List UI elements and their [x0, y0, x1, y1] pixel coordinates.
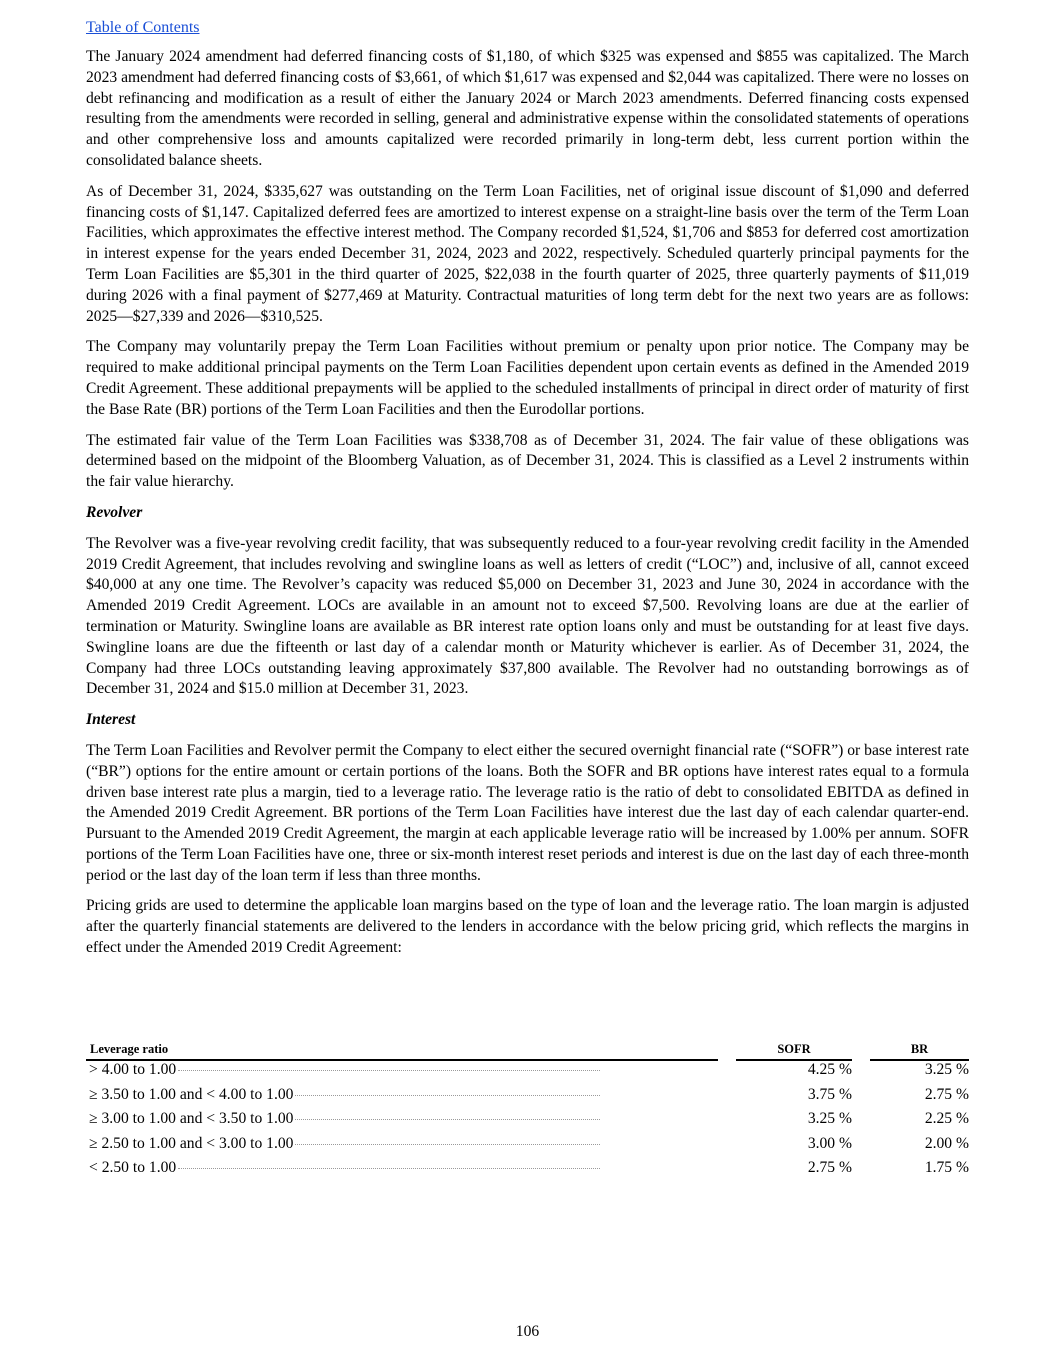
- leverage-value: > 4.00 to 1.00: [89, 1061, 177, 1078]
- header-br: BR: [870, 1041, 969, 1060]
- br-value: 1.75 %: [924, 1159, 969, 1177]
- dot-leader: [178, 1070, 600, 1071]
- dot-leader: [295, 1119, 600, 1120]
- br-value: 2.75 %: [924, 1085, 969, 1103]
- dot-leader: [295, 1144, 600, 1145]
- table-row: [86, 1110, 969, 1135]
- page-number: 106: [515, 1323, 540, 1340]
- leverage-value: ≥ 3.00 to 1.00 and < 3.50 to 1.00: [89, 1110, 294, 1128]
- heading-interest: Interest: [86, 711, 136, 729]
- sofr-value: 3.00 %: [807, 1134, 852, 1152]
- table-row: [86, 1060, 969, 1086]
- header-sofr: SOFR: [736, 1041, 852, 1060]
- leverage-value: ≥ 3.50 to 1.00 and < 4.00 to 1.00: [89, 1085, 294, 1103]
- paragraph-term-loan-outstanding: As of December 31, 2024, $335,627 was outstanding on the Term Loan Facilities, net of original issue discount of $1,090 and deferred financing costs of $1,147. Capitalized deferred fees are amortized to interest expense on a straight-line basis over the term of the Term Loan Facilities, which approximates the effective interest method. The Company recorded $1,524, $1,706 and $853 for deferred cost amortization in interest expense for the years ended December 31, 2024, 2023 and 2022, respectively. Scheduled quarterly principal payments for the Term Loan Facilities are $5,301 in the third quarter of 2025, $22,038 in the fourth quarter of 2025, three quarterly payments of $11,019 during 2026 with a final payment of $277,469 at Maturity. Contractual maturities of long term debt for the next two years are as follows: 2025—$27,339 and 2026—$310,525.: [86, 182, 969, 325]
- paragraph-pricing-grid-intro: Pricing grids are used to determine the applicable loan margins based on the type of loan and the leverage ratio. The loan margin is adjusted after the quarterly financial statements are delivered to the lenders in accordance with the below pricing grid, which reflects the margins in effect under the Amended 2019 Credit Agreement:: [86, 897, 969, 957]
- leverage-value: ≥ 2.50 to 1.00 and < 3.00 to 1.00: [89, 1134, 294, 1152]
- table-of-contents-link[interactable]: Table of Contents: [86, 19, 200, 36]
- br-value: 2.25 %: [924, 1110, 969, 1128]
- paragraph-revolver: The Revolver was a five-year revolving credit facility, that was subsequently reduced to a four-year revolving credit facility in the Amended 2019 Credit Agreement, that includes revolving and swingline loans as well as letters of credit (“LOC”) and, inclusive of all, cannot exceed $40,000 at any one time. The Revolver’s capacity was reduced $5,000 on December 31, 2023 and June 30, 2024 in accordance with the Amended 2019 Credit Agreement. LOCs are available in an amount not to exceed $7,500. Revolving loans are due at the earlier of termination or Maturity. Swingline loans are available as BR interest rate option loans only and must be outstanding for at least five days. Swingline loans are due the fifteenth or last day of a calendar month or Maturity whichever is earlier. As of December 31, 2024, the Company had three LOCs outstanding leaving approximately $37,800 available. The Revolver had no outstanding borrowings as of December 31, 2024 and $15.0 million at December 31, 2023.: [86, 534, 969, 698]
- header-leverage-ratio: Leverage ratio: [86, 1041, 718, 1060]
- br-value: 3.25 %: [924, 1061, 969, 1078]
- document-body: [86, 47, 969, 969]
- leverage-value: < 2.50 to 1.00: [89, 1159, 177, 1177]
- sofr-value: 3.75 %: [807, 1085, 852, 1103]
- br-value: 2.00 %: [924, 1134, 969, 1152]
- dot-leader: [295, 1095, 600, 1096]
- sofr-value: 4.25 %: [807, 1061, 852, 1078]
- heading-revolver: Revolver: [86, 503, 143, 521]
- table-row: [86, 1086, 969, 1111]
- dot-leader: [178, 1168, 600, 1169]
- pricing-grid-table: [86, 1041, 969, 1184]
- paragraph-prepayment: The Company may voluntarily prepay the Term Loan Facilities without premium or penalty upon prior notice. The Company may be required to make additional principal payments on the Term Loan Facilities dependent upon certain events as defined in the Amended 2019 Credit Agreement. These additional prepayments will be applied to the scheduled installments of principal in direct order of maturity of first the Base Rate (BR) portions of the Term Loan Facilities and then the Eurodollar portions.: [86, 338, 969, 418]
- paragraph-interest: The Term Loan Facilities and Revolver permit the Company to elect either the secured overnight financial rate (“SOFR”) or base interest rate (“BR”) options for the entire amount or certain portions of the loans. Both the SOFR and BR options have interest rates equal to a formula driven base interest rate plus a margin, tied to a leverage ratio. The leverage ratio is the ratio of debt to consolidated EBITDA as defined in the Amended 2019 Credit Agreement. BR portions of the Term Loan Facilities have interest due the last day of each calendar quarter-end. Pursuant to the Amended 2019 Credit Agreement, the margin at each applicable leverage ratio will be increased by 1.00% per annum. SOFR portions of the Term Loan Facilities have one, three or six-month interest reset periods and interest is due on the last day of each three-month period or the last day of the loan term if less than three months.: [86, 741, 969, 884]
- sofr-value: 3.25 %: [807, 1110, 852, 1128]
- paragraph-fair-value: The estimated fair value of the Term Loan Facilities was $338,708 as of December 31, 2024. The fair value of these obligations was determined based on the midpoint of the Bloomberg Valuation, as of December 31, 2024. This is classified as a Level 2 instruments within the fair value hierarchy.: [86, 431, 969, 491]
- paragraph-deferred-financing: The January 2024 amendment had deferred financing costs of $1,180, of which $325 was expensed and $855 was capitalized. The March 2023 amendment had deferred financing costs of $3,661, of which $1,617 was expensed and $2,044 was capitalized. There were no losses on debt refinancing and modification as a result of either the January 2024 or March 2023 amendments. Deferred financing costs expensed resulting from the amendments were recorded in selling, general and administrative expense within the consolidated statements of operations and other comprehensive loss and amounts capitalized were recorded primarily in long-term debt, less current portion within the consolidated balance sheets.: [86, 48, 969, 169]
- sofr-value: 2.75 %: [807, 1159, 852, 1177]
- table-row: [86, 1159, 969, 1184]
- table-row: [86, 1135, 969, 1160]
- table-header-row: [86, 1041, 969, 1060]
